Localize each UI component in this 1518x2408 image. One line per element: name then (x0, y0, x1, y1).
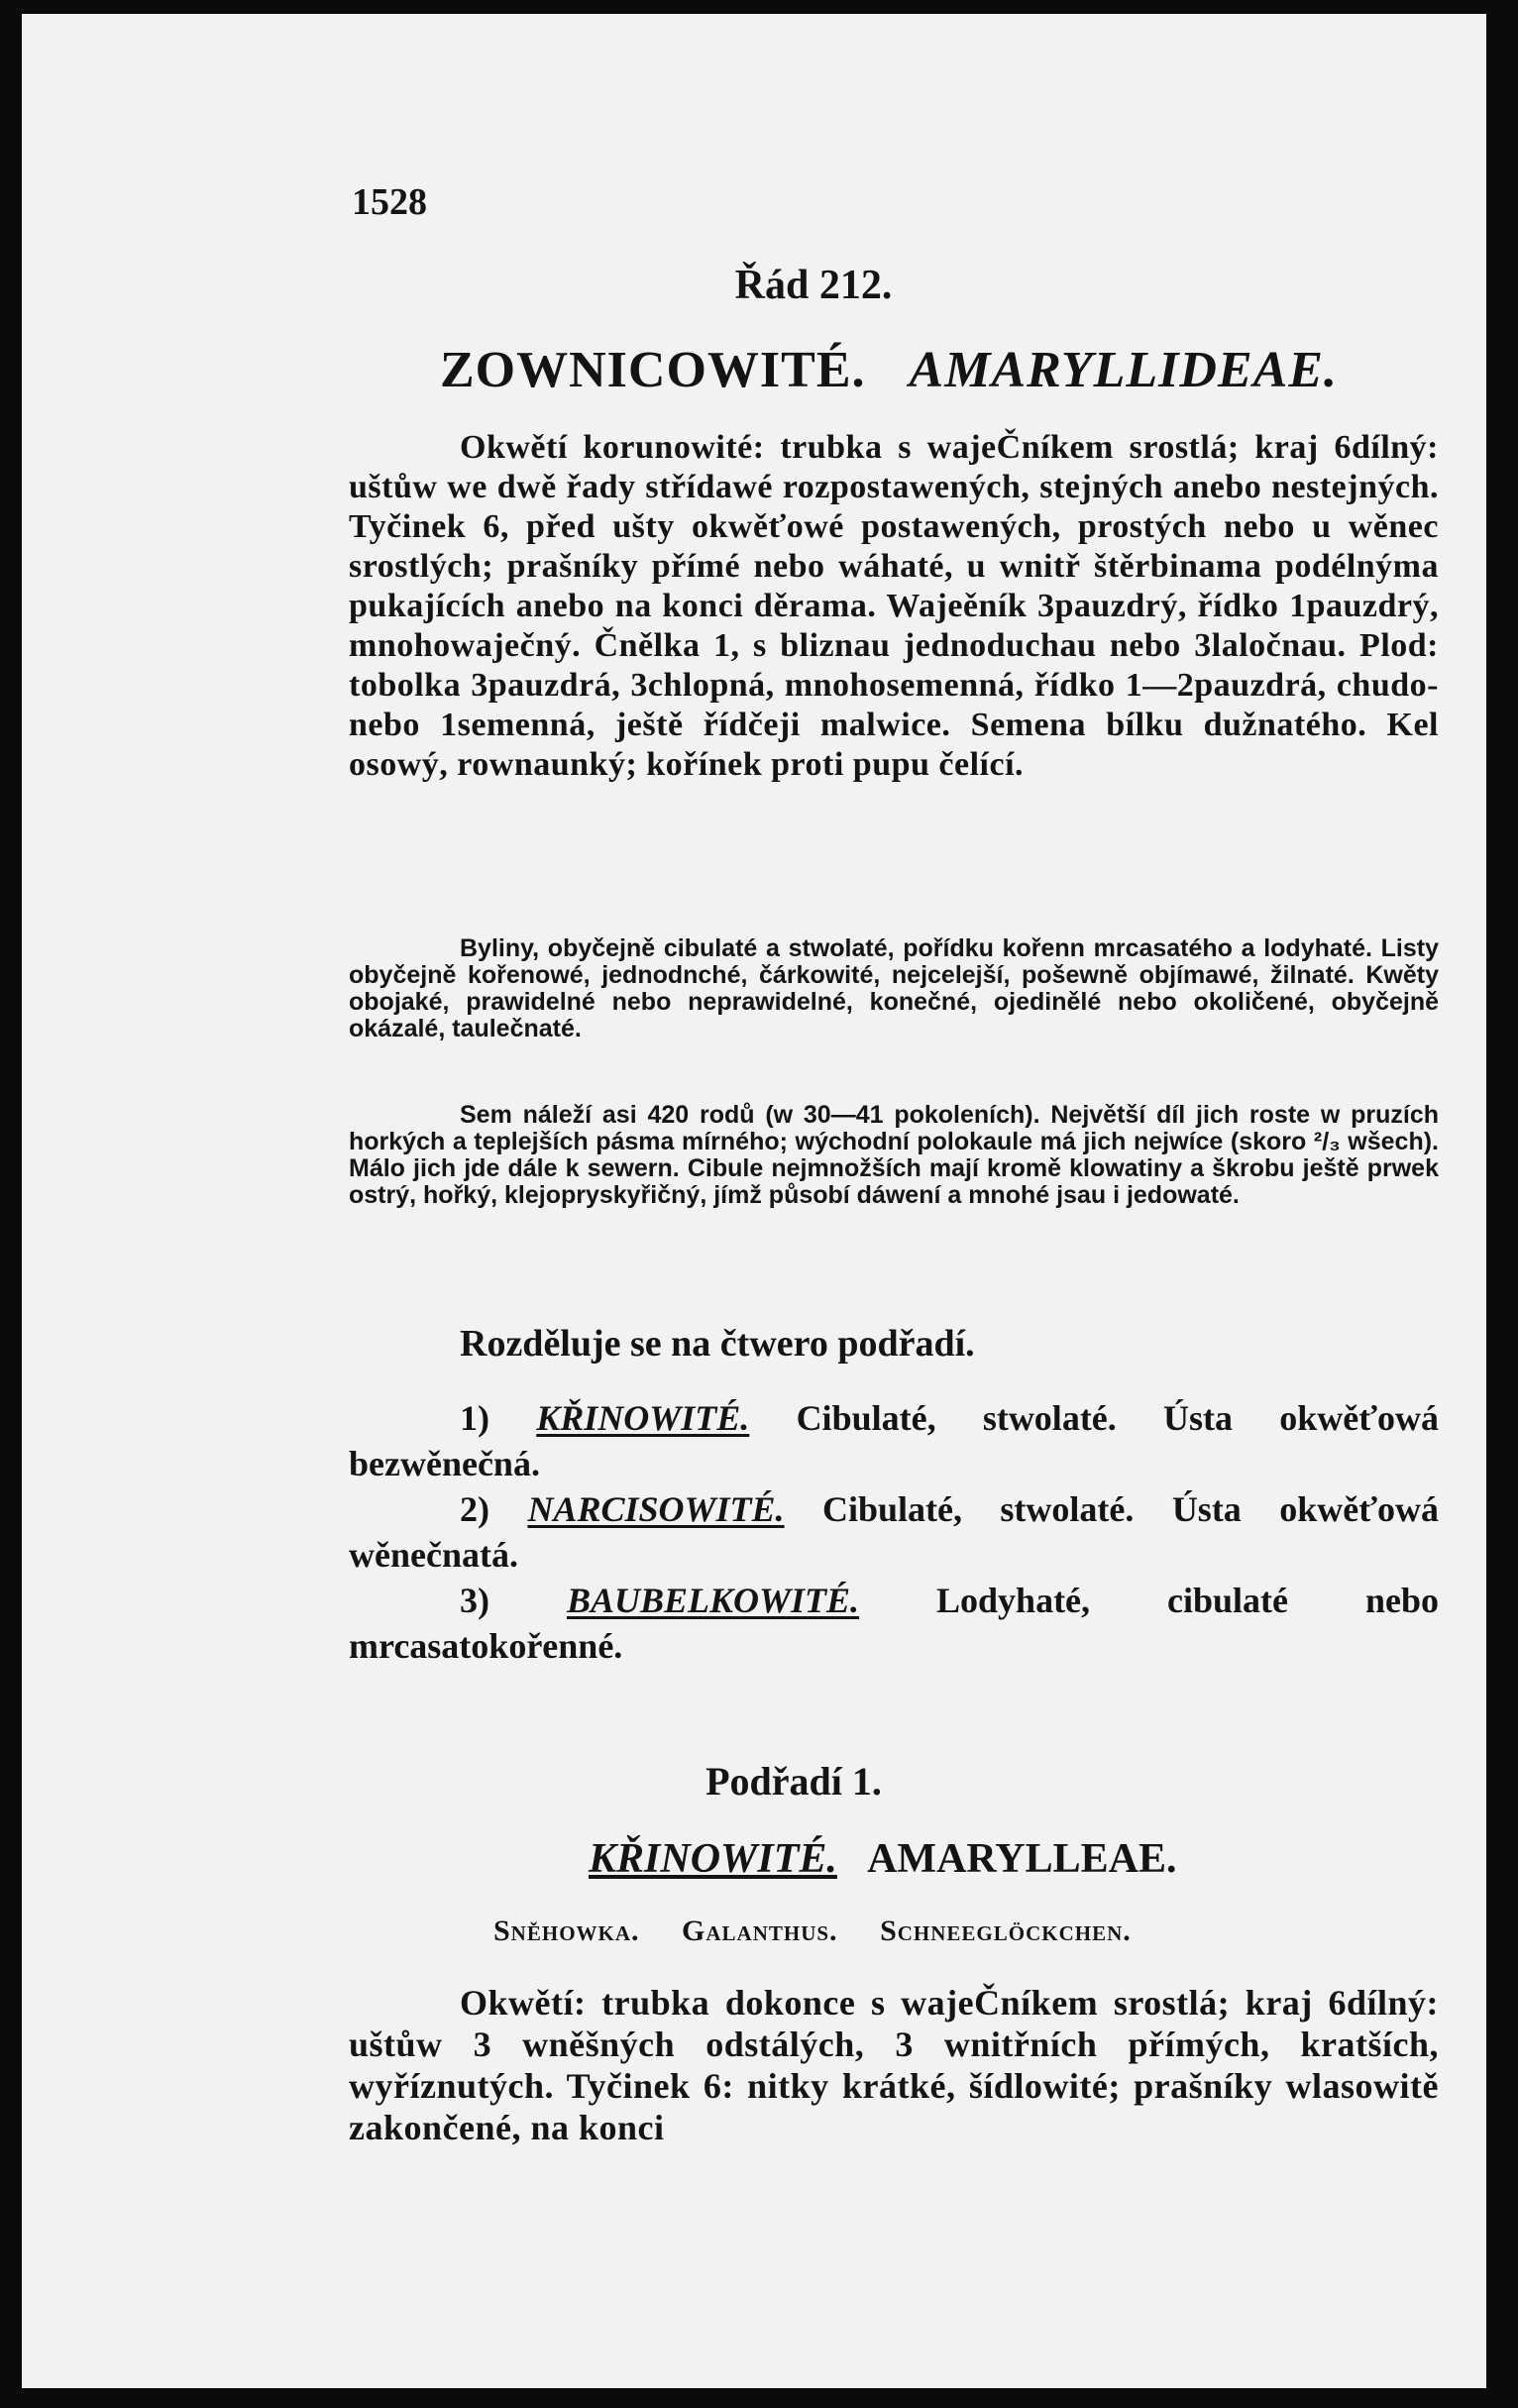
family-description: Okwětí korunowité: trubka s wajeČníkem srostlá; kraj 6dílný: uštůw we dwě řady střídawé rozpostawených, stejných anebo nestejných. Tyčinek 6, před ušty okwěťowé postawených, prostých nebo u wěnec srostlých; prašníky přímé nebo wáhaté, u wnitř štěrbinama podélnýma pukajících anebo na konci děrama. Wajeěník 3pauzdrý, řídko 1pauzdrý, mnohowaječný. Čnělka 1, s bliznau jednoduchau nebo 3laločnau. Plod: tobolka 3pauzdrá, 3chlopná, mnohosemenná, řídko 1—2pauzdrá, chudo- nebo 1semenná, ještě řídčeji malwice. Semena bílku dužnatého. Kel osowý, rownaunký; kořínek proti pupu čelící. (349, 429, 1439, 783)
family-czech-name: ZOWNICOWITÉ. (440, 342, 866, 398)
subgroup-name: NARCISOWITÉ. (527, 1489, 785, 1529)
subgroup-desc: Cibulaté, stwolaté. Ústa okwěťowá wěnečnatá. (349, 1489, 1439, 1575)
family-latin-name: AMARYLLIDEAE. (909, 342, 1339, 398)
tribe-title (589, 1835, 1176, 1883)
page-number: 1528 (352, 181, 427, 223)
subgroup-number: 2) (460, 1489, 489, 1529)
tribe-czech-name: KŘINOWITÉ. (589, 1836, 837, 1882)
subgroup-item (349, 1578, 1439, 1669)
subgroup-name: KŘINOWITÉ. (536, 1398, 750, 1438)
subfamily-heading: Podřadí 1. (705, 1759, 882, 1804)
genus-title (493, 1915, 1165, 1948)
book-page (22, 14, 1486, 2388)
genus-german-name: Schneeglöckchen. (880, 1915, 1132, 1947)
family-title (440, 341, 1338, 399)
division-intro: Rozděluje se na čtwero podřadí. (460, 1323, 975, 1365)
subgroup-number: 1) (460, 1398, 489, 1438)
subgroup-name: BAUBELKOWITÉ. (566, 1581, 860, 1620)
subgroup-number: 3) (460, 1581, 489, 1620)
subgroup-desc: Lodyhaté, cibulaté nebo mrcasatokořenné. (349, 1581, 1439, 1666)
habit-note: Byliny, obyčejně cibulaté a stwolaté, pořídku kořenn mrcasatého a lodyhaté. Listy obyčejně kořenowé, jednodnché, čárkowité, nejcelejší, pošewně objímawé, žilnaté. Kwěty obojaké, prawidelné nebo neprawidelné, konečné, ojedinělé nebo okoličené, obyčejně okázalé, taulečnaté. (349, 934, 1439, 1042)
tribe-latin-name: AMARYLLEAE. (867, 1836, 1177, 1882)
subgroup-item (349, 1395, 1439, 1486)
order-heading: Řád 212. (734, 263, 893, 308)
subgroup-desc: Cibulaté, stwolaté. Ústa okwěťowá bezwěnečná. (349, 1398, 1440, 1483)
genus-latin-name: Galanthus. (682, 1915, 838, 1947)
genus-czech-name: Sněhowka. (493, 1915, 640, 1947)
distribution-note: Sem náleží asi 420 rodů (w 30—41 pokoleních). Největší díl jich roste w pruzích horkých a teplejších pásma mírného; wýchodní polokaule má jich nejwíce (skoro ²/₃ wšech). Málo jich jde dále k sewern. Cibule nejmnožších mají kromě klowatiny a škrobu ještě prwek ostrý, hořký, klejopryskyřičný, jímž působí dáwení a mnohé jsau i jedowaté. (349, 1101, 1439, 1209)
subgroup-item (349, 1486, 1439, 1578)
genus-description: Okwětí: trubka dokonce s wajeČníkem srostlá; kraj 6dílný: uštůw 3 wněšných odstálých, 3 wnitřních přímých, kratších, wyříznutých. Tyčinek 6: nitky krátké, šídlowité; prašníky wlasowitě zakončené, na konci (349, 1983, 1439, 2147)
